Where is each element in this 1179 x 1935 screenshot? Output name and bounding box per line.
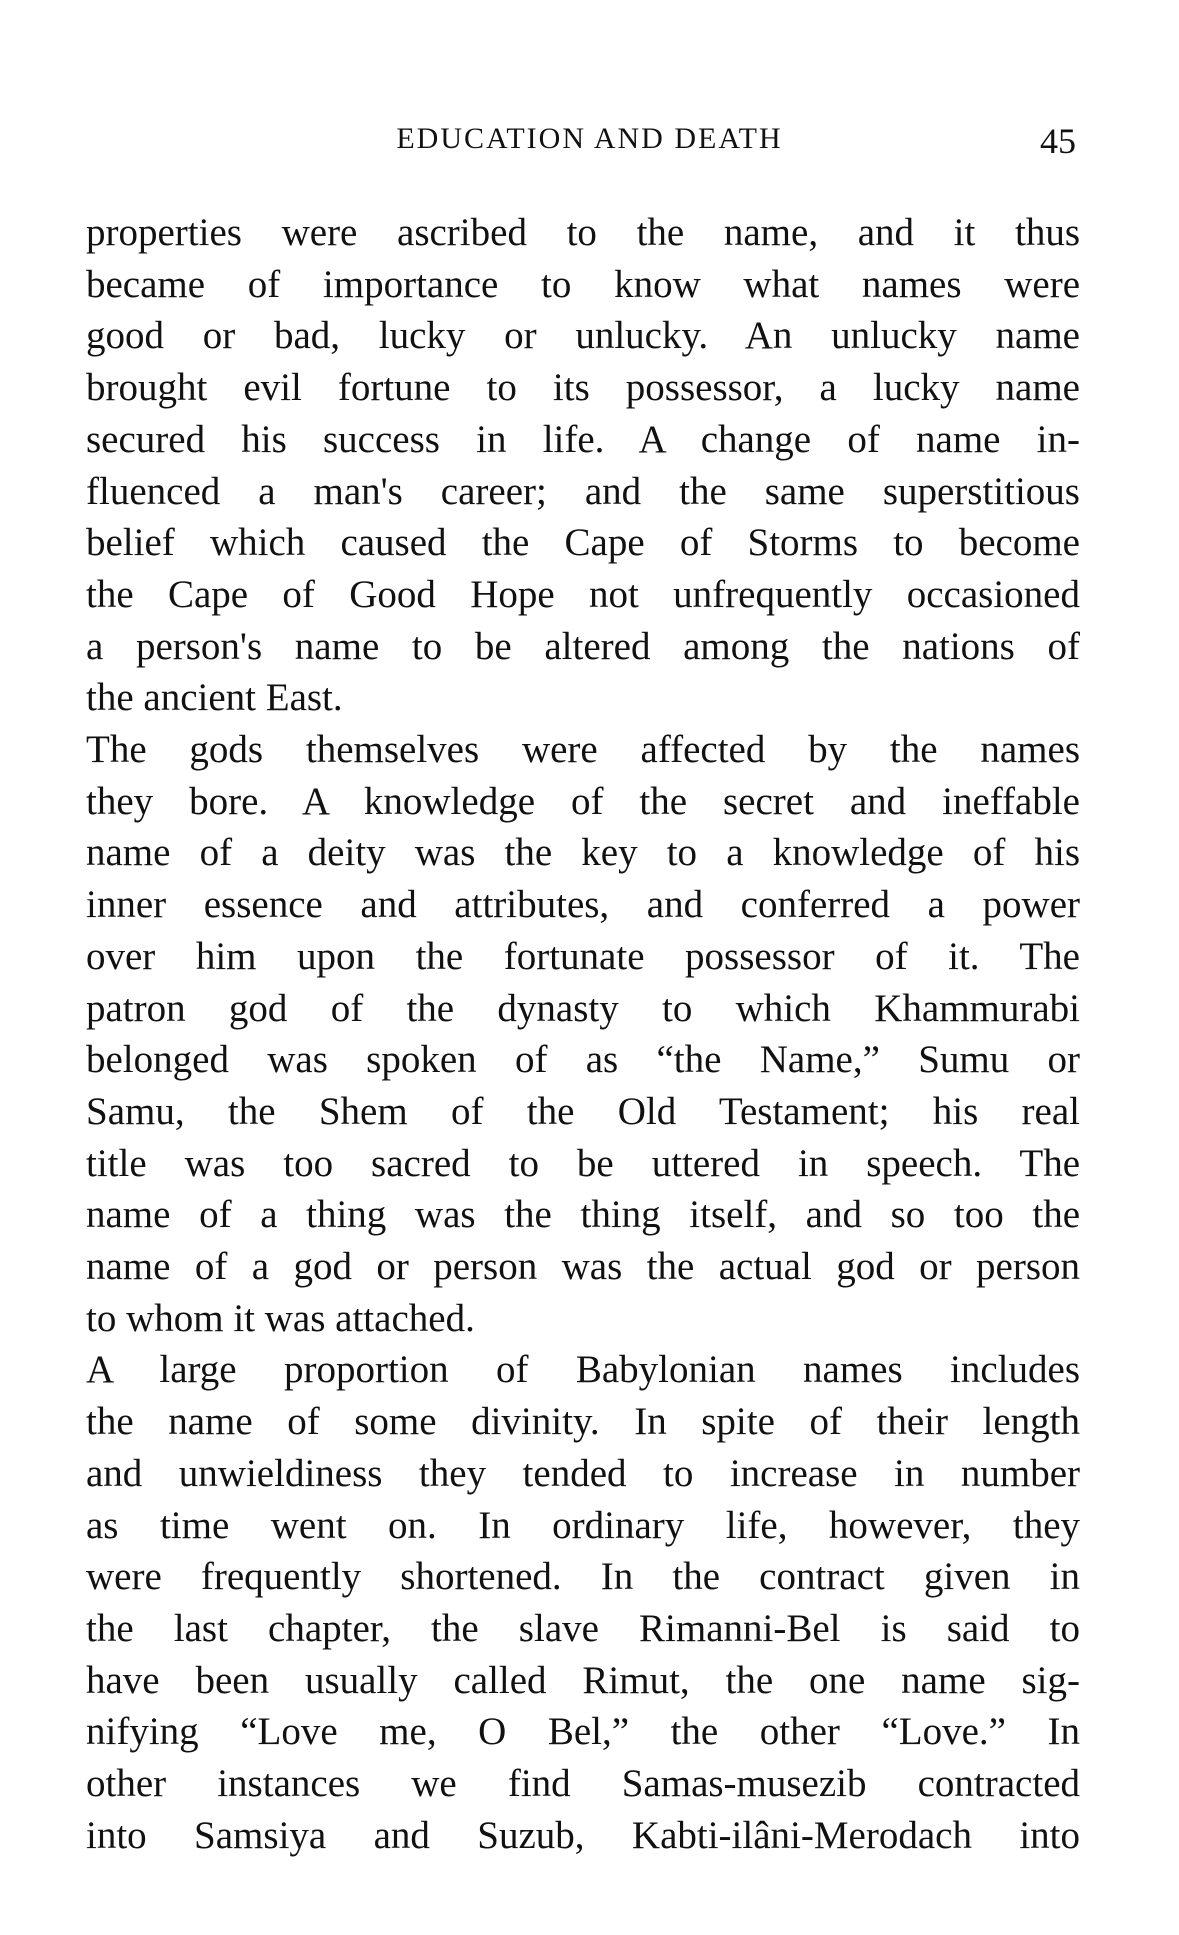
page-number: 45: [1040, 121, 1076, 161]
text-line: patron god of the dynasty to which Khammurabi: [86, 986, 1080, 1030]
text-line: the Cape of Good Hope not unfrequently occasioned: [86, 572, 1080, 616]
text-line: The gods themselves were affected by the names: [86, 728, 1080, 771]
text-line: fluenced a man's career; and the same superstitious: [86, 469, 1080, 513]
text-line: name of a god or person was the actual god or person: [86, 1245, 1080, 1288]
text-line: name of a thing was the thing itself, and so too the: [86, 1193, 1080, 1237]
text-line: as time went on. In ordinary life, however, they: [86, 1503, 1080, 1547]
text-line: good or bad, lucky or unlucky. An unlucky name: [86, 314, 1080, 358]
text-line: a person's name to be altered among the nations of: [86, 624, 1080, 668]
text-line: belief which caused the Cape of Storms to become: [86, 521, 1080, 565]
text-line: Samu, the Shem of the Old Testament; his real: [86, 1089, 1080, 1133]
text-line: other instances we find Samas-musezib contracted: [86, 1762, 1080, 1805]
text-line: were frequently shortened. In the contract given in: [86, 1555, 1080, 1599]
text-line: over him upon the fortunate possessor of it. The: [86, 934, 1080, 978]
text-line: belonged was spoken of as “the Name,” Sumu or: [86, 1038, 1080, 1082]
text-line: nifying “Love me, O Bel,” the other “Love.” In: [86, 1710, 1080, 1754]
text-line: have been usually called Rimut, the one name sig-: [86, 1658, 1080, 1702]
text-line: A large proportion of Babylonian names includes: [86, 1348, 1080, 1392]
text-line: and unwieldiness they tended to increase in number: [86, 1451, 1080, 1495]
text-line: to whom it was attached.: [86, 1296, 475, 1340]
text-line: the ancient East.: [86, 676, 343, 720]
text-line: into Samsiya and Suzub, Kabti-ilâni-Merodach into: [86, 1813, 1080, 1857]
text-line: brought evil fortune to its possessor, a lucky name: [86, 366, 1080, 410]
text-line: name of a deity was the key to a knowledge of his: [86, 831, 1080, 875]
text-line: the name of some divinity. In spite of their length: [86, 1400, 1080, 1444]
text-line: the last chapter, the slave Rimanni-Bel is said to: [86, 1606, 1080, 1650]
text-line: secured his success in life. A change of name in-: [86, 417, 1080, 461]
running-head: EDUCATION AND DEATH: [396, 122, 783, 155]
text-line: properties were ascribed to the name, and it thus: [86, 211, 1080, 254]
text-line: inner essence and attributes, and conferred a power: [86, 883, 1080, 927]
text-line: title was too sacred to be uttered in speech. The: [86, 1141, 1080, 1185]
text-line: they bore. A knowledge of the secret and ineffable: [86, 779, 1080, 823]
text-line: became of importance to know what names were: [86, 262, 1080, 306]
